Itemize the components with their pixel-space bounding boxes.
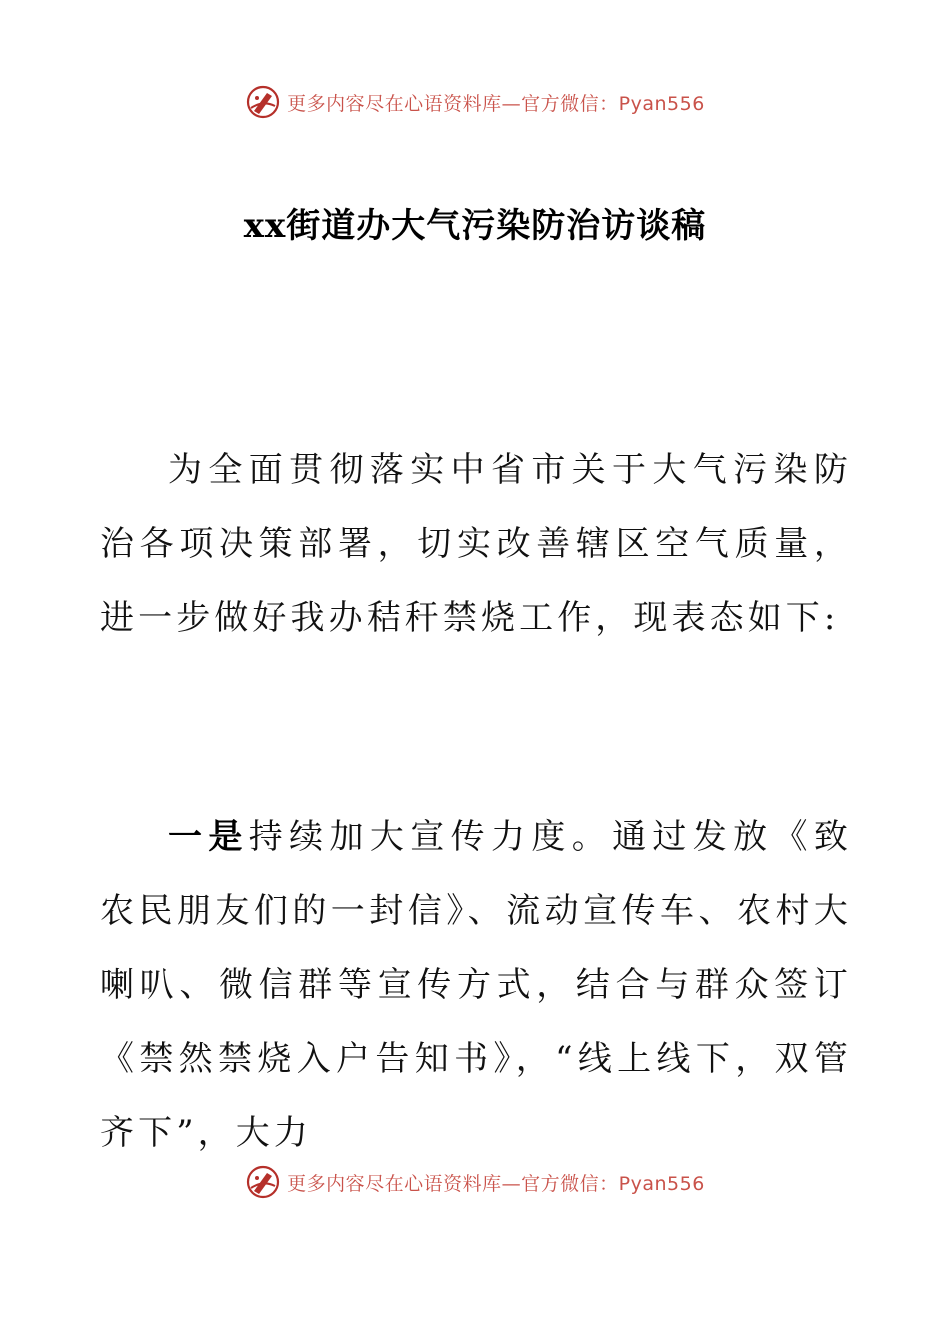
document-title: xx街道办大气污染防治访谈稿 (243, 206, 707, 246)
footer-banner-label: 更多内容尽在心语资料库—官方微信： (287, 1172, 619, 1195)
header-banner-label: 更多内容尽在心语资料库—官方微信： (287, 92, 619, 115)
header-wechat-id: Pyan556 (618, 92, 705, 115)
footer-wechat-id: Pyan556 (618, 1172, 705, 1195)
header-banner-text (287, 89, 705, 116)
paragraph-point-one-lead: 一是 (168, 817, 249, 857)
pen-circle-logo-icon (245, 84, 281, 120)
paragraph-point-one-text: 持续加大宣传力度。通过发放《致农民朋友们的一封信》、流动宣传车、农村大喇叭、微信群等宣传方式，结合与群众签订《禁然禁烧入户告知书》，“线上线下，双管齐下”，大力 (100, 817, 853, 1153)
paragraph-point-one (100, 800, 852, 1170)
paragraph-intro: 为全面贯彻落实中省市关于大气污染防治各项决策部署，切实改善辖区空气质量，进一步做好我办秸秆禁烧工作，现表态如下: (100, 450, 852, 638)
footer-banner-text (287, 1169, 705, 1196)
pen-circle-logo-icon (245, 1164, 281, 1200)
header-banner (0, 82, 950, 122)
footer-banner (0, 1162, 950, 1202)
